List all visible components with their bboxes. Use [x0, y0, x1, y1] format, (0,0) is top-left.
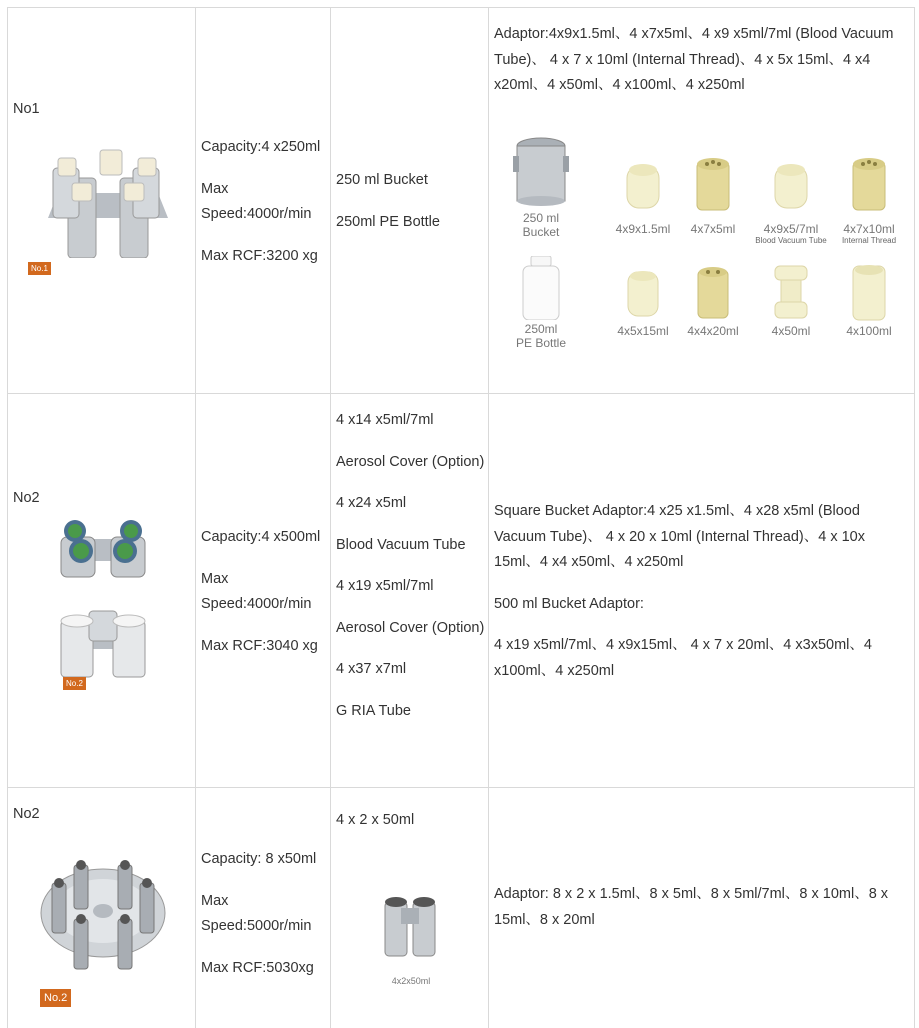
- adaptor-caption-main: 4x7x10ml: [843, 222, 895, 236]
- accessory-item: 4 x14 x5ml/7ml: [336, 412, 434, 428]
- adaptor-caption: 4x9x1.5ml: [615, 222, 671, 236]
- accessories-cell: [330, 8, 488, 394]
- accessory-item: 4 x19 x5ml/7ml: [336, 578, 434, 594]
- model-cell: [7, 8, 195, 394]
- adaptor-caption-sub: Blood Vacuum Tube: [755, 236, 827, 245]
- adaptor-paragraph: 4 x19 x5ml/7ml、4 x9x15ml、 4 x 7 x 20ml、4 x3x50ml、4 x100ml、4 x250ml: [494, 637, 872, 679]
- capacity-text: Capacity:4 x250ml: [201, 139, 321, 155]
- model-label: No1: [13, 101, 40, 117]
- max-speed-text: Max Speed:4000r/min: [201, 180, 312, 222]
- bucket-caption: 250 ml Bucket: [522, 211, 560, 239]
- adaptor-cell: [488, 394, 915, 788]
- adaptor-cell: [488, 788, 915, 1028]
- bottle-caption: 250ml PE Bottle: [515, 322, 567, 350]
- adaptor-text: Adaptor:4x9x1.5ml、4 x7x5ml、4 x9 x5ml/7ml (Blood Vacuum Tube)、 4 x 7 x 10ml (Internal Thread)、4 x 5x 15ml、4 x4 x20ml、4 x50ml、4 x100ml、4 x250ml: [494, 26, 894, 93]
- model-label: No2: [13, 490, 40, 506]
- accessory-item: Blood Vacuum Tube: [336, 536, 466, 553]
- adaptor-cell: [488, 8, 915, 394]
- adaptor-paragraph: 500 ml Bucket Adaptor:: [494, 595, 644, 612]
- accessory-item: 250ml PE Bottle: [336, 213, 440, 230]
- specs-cell: [195, 788, 330, 1028]
- accessory-item: G RIA Tube: [336, 702, 411, 719]
- rotor-no2-image: [53, 519, 153, 699]
- adaptor-paragraph: Square Bucket Adaptor:4 x25 x1.5ml、4 x28 x5ml (Blood Vacuum Tube)、 4 x 20 x 10ml (Internal Thread)、4 x 10x 15ml、4 x4 x50ml、4 x250ml: [494, 503, 865, 570]
- bucket-4x2x50-image: [383, 894, 437, 958]
- adaptor-caption: 4x100ml: [846, 324, 892, 338]
- adaptor-image: [693, 156, 733, 212]
- model-label: No2: [13, 806, 40, 822]
- max-rcf-text: Max RCF:3200 xg: [201, 247, 318, 264]
- adaptor-caption: 4x4x20ml: [687, 324, 739, 338]
- adaptor-caption: 4x5x15ml: [617, 324, 669, 338]
- max-rcf-text: Max RCF:5030xg: [201, 959, 314, 976]
- rotor-no1-image: [38, 148, 178, 258]
- accessory-caption: 4x2x50ml: [391, 976, 431, 986]
- accessory-item: Aerosol Cover (Option): [336, 619, 485, 636]
- accessories-cell: [330, 394, 488, 788]
- accessory-item: 4 x 2 x 50ml: [336, 812, 415, 828]
- capacity-text: Capacity:4 x500ml: [201, 529, 321, 545]
- accessory-item: 250 ml Bucket: [336, 172, 428, 188]
- adaptor-image: [771, 264, 811, 320]
- model-cell: [7, 788, 195, 1028]
- accessory-item: 4 x37 x7ml: [336, 661, 407, 677]
- max-rcf-text: Max RCF:3040 xg: [201, 637, 318, 654]
- adaptor-caption: 4x7x5ml: [690, 222, 736, 236]
- adaptor-caption-main: 4x9x5/7ml: [763, 222, 819, 236]
- specs-cell: [195, 8, 330, 394]
- adaptor-caption: [739, 222, 843, 245]
- bucket-image: [513, 136, 569, 206]
- table-row: [7, 393, 915, 788]
- adaptor-image: [771, 160, 811, 210]
- adaptor-caption: [829, 222, 909, 245]
- pe-bottle-image: [521, 256, 561, 320]
- accessory-item: Aerosol Cover (Option): [336, 453, 485, 470]
- rotor-no2-8x50-image: [38, 853, 168, 973]
- model-cell: [7, 394, 195, 788]
- adaptor-image: [625, 266, 661, 318]
- capacity-text: Capacity: 8 x50ml: [201, 851, 317, 867]
- model-badge: No.2: [63, 677, 86, 690]
- adaptor-text: Adaptor: 8 x 2 x 1.5ml、8 x 5ml、8 x 5ml/7ml、8 x 10ml、8 x 15ml、8 x 20ml: [494, 886, 889, 928]
- table-row: [7, 7, 915, 394]
- accessory-item: 4 x24 x5ml: [336, 495, 407, 511]
- max-speed-text: Max Speed:5000r/min: [201, 892, 312, 934]
- table-row: [7, 787, 915, 1028]
- model-badge: No.2: [40, 989, 71, 1007]
- adaptor-image: [695, 264, 731, 320]
- adaptor-image: [849, 156, 889, 212]
- adaptor-caption-sub: Internal Thread: [841, 236, 897, 245]
- adaptor-image: [849, 262, 889, 322]
- model-badge: No.1: [28, 262, 51, 275]
- accessories-cell: [330, 788, 488, 1028]
- specs-cell: [195, 394, 330, 788]
- adaptor-image: [623, 160, 663, 210]
- adaptor-caption: 4x50ml: [771, 324, 811, 338]
- max-speed-text: Max Speed:4000r/min: [201, 570, 312, 612]
